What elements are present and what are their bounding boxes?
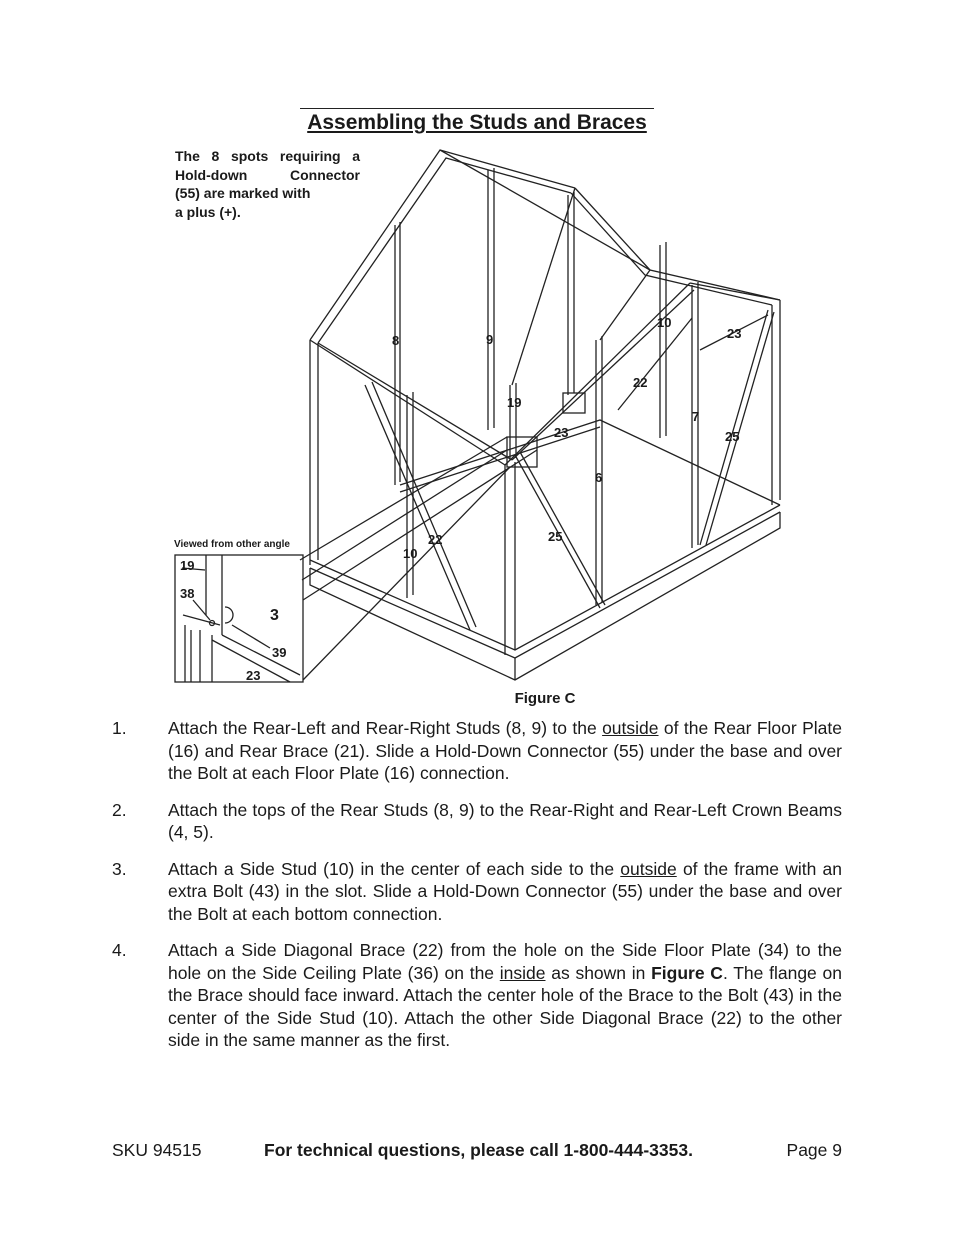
inset-label-19: 19 <box>180 558 195 573</box>
label-25-front: 25 <box>548 529 563 544</box>
frame-lines <box>175 150 780 682</box>
note-line-2: Hold-down Connector <box>175 166 360 183</box>
label-19: 19 <box>507 395 522 410</box>
figure-c-diagram <box>170 140 790 690</box>
footer-page-number: Page 9 <box>786 1140 842 1160</box>
label-22-left: 22 <box>428 532 443 547</box>
label-23-right: 23 <box>727 326 742 341</box>
note-line-4: a plus (+). <box>175 203 241 220</box>
inset-label-39: 39 <box>272 645 287 660</box>
instruction-list <box>112 717 842 1066</box>
instruction-step-4 <box>112 939 842 1052</box>
step-number: 3. <box>112 858 127 879</box>
instruction-step-2 <box>112 799 842 844</box>
step-number: 1. <box>112 718 127 738</box>
inset-label-23: 23 <box>246 668 261 683</box>
footer-sku: SKU 94515 <box>112 1140 202 1160</box>
label-22-rear: 22 <box>633 375 648 390</box>
label-25-right: 25 <box>725 429 740 444</box>
step-text: Attach the Rear-Left and Rear-Right Studs (8, 9) to the outside of the Rear Floor Plate (16) and Rear Brace (21). Slide a Hold-Down Connector (55) under the base and over the Bolt at each Floor Plate (16) connection. <box>168 718 842 783</box>
step-text: Attach a Side Diagonal Brace (22) from the hole on the Side Floor Plate (34) to the hole on the Side Ceiling Plate (36) on the inside as shown in Figure C. The flange on the Brace should face inward. Attach the center hole of the Brace to the Bolt (43) in the center of the Side Stud (10). Attach the other Side Diagonal Brace (22) to the other side in the same manner as the first. <box>168 940 842 1050</box>
inset-title: Viewed from other angle <box>174 539 290 550</box>
instruction-step-1 <box>112 717 842 785</box>
step-text: Attach the tops of the Rear Studs (8, 9) to the Rear-Right and Rear-Left Crown Beams (4, 5). <box>168 799 842 842</box>
step-number: 4. <box>112 940 127 960</box>
step-number: 2. <box>112 799 127 820</box>
part-labels <box>392 315 741 561</box>
inset-label-38: 38 <box>180 586 195 601</box>
figure-caption: Figure C <box>514 690 576 707</box>
label-6: 6 <box>595 470 603 485</box>
instruction-step-3 <box>112 858 842 926</box>
section-title: Assembling the Studs and Braces <box>300 108 654 135</box>
note-line-1: The 8 spots requiring a <box>175 148 360 164</box>
inset-labels <box>180 558 286 683</box>
label-7: 7 <box>692 409 700 424</box>
inset-label-3: 3 <box>270 607 279 624</box>
label-8: 8 <box>392 333 400 348</box>
label-10-rear: 10 <box>657 315 672 330</box>
label-23-center: 23 <box>554 425 569 440</box>
label-10-left: 10 <box>403 546 418 561</box>
label-9: 9 <box>486 332 494 347</box>
note-line-3: (55) are marked with <box>175 185 311 201</box>
footer-tech-support: For technical questions, please call 1-800-444-3353. <box>264 1140 693 1160</box>
step-text: Attach a Side Stud (10) in the center of each side to the outside of the frame with an extra Bolt (43) in the slot. Slide a Hold-Down Connector (55) under the base and over the Bolt at each bottom connection. <box>168 858 842 924</box>
